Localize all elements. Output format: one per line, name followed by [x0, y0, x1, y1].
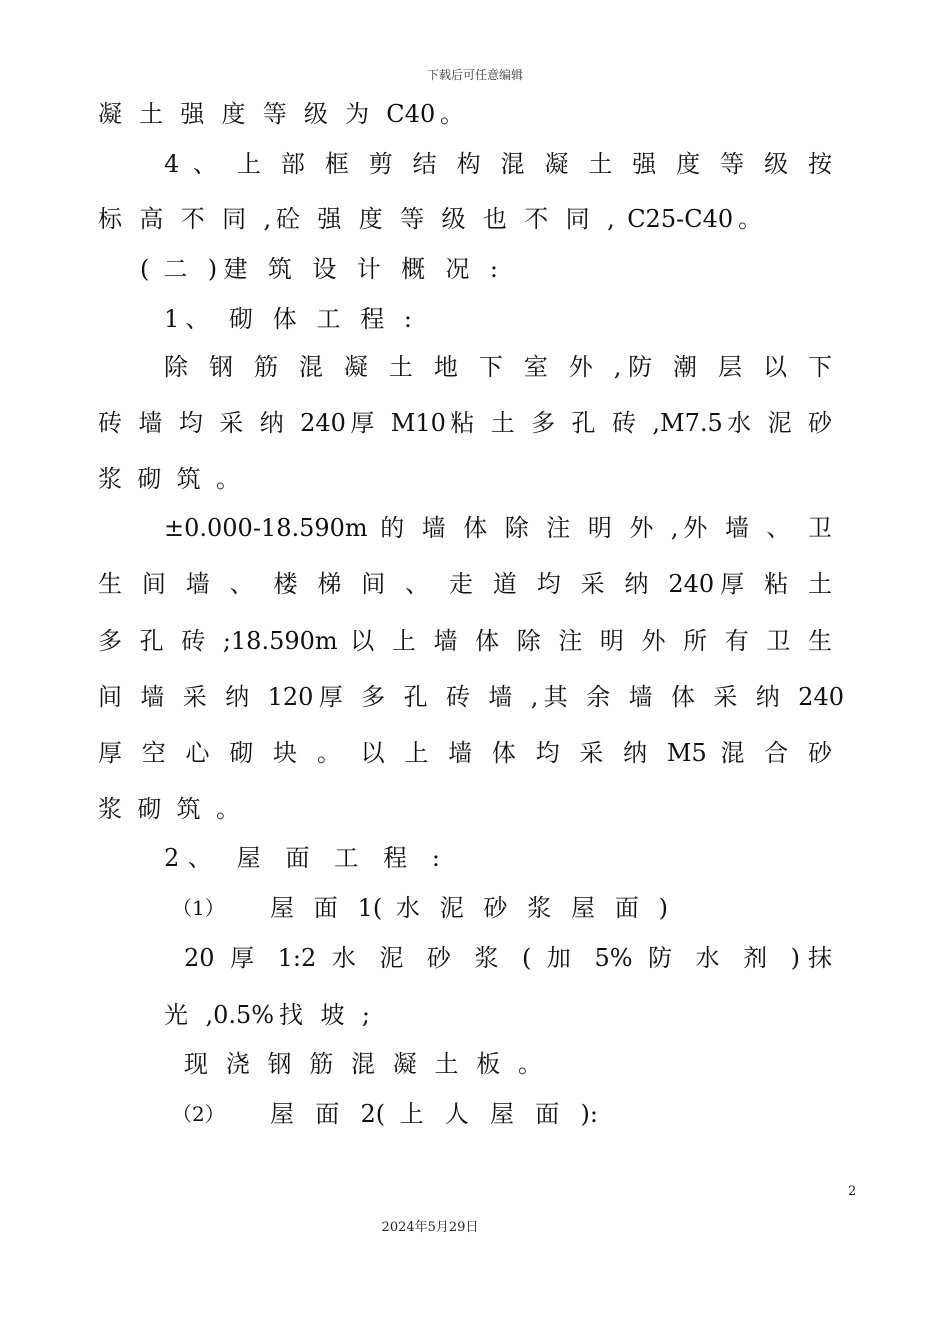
text-line: 20 厚 1:2 水 泥 砂 浆 ( 加 5% 防 水 剂 )抹 — [184, 944, 832, 972]
text-line: 间 墙 采 纳 120厚 多 孔 砖 墙 ,其 余 墙 体 采 纳 240 — [98, 683, 844, 711]
subsection-heading: 1、 砌 体 工 程 : — [164, 305, 412, 333]
page-header: 下载后可任意编辑 — [426, 68, 523, 82]
text-line: 浆 砌 筑 。 — [98, 465, 240, 493]
text-line: 浆 砌 筑 。 — [98, 795, 240, 823]
text-line: 砖 墙 均 采 纳 240厚 M10粘 土 多 孔 砖 ,M7.5水 泥 砂 — [98, 409, 832, 437]
text-line: 屋 面 2( 上 人 屋 面 ): — [270, 1100, 598, 1128]
text-line: 凝 土 强 度 等 级 为 C40。 — [98, 100, 464, 128]
text-line: 屋 面 1( 水 泥 砂 浆 屋 面 ) — [270, 894, 668, 922]
text-line: 除 钢 筋 混 凝 土 地 下 室 外 ,防 潮 层 以 下 — [164, 353, 832, 381]
page-number: 2 — [848, 1184, 857, 1199]
text-line: ±0.000-18.590m 的 墙 体 除 注 明 外 ,外 墙 、 卫 — [164, 514, 832, 542]
subsection-heading: 2、 屋 面 工 程 : — [164, 844, 440, 872]
list-number: （1） — [172, 896, 225, 920]
text-line: 现 浇 钢 筋 混 凝 土 板 。 — [184, 1050, 542, 1078]
section-heading: ( 二 )建 筑 设 计 概 况 : — [140, 255, 498, 283]
text-line: 标 高 不 同 ,砼 强 度 等 级 也 不 同 , C25-C40。 — [98, 205, 762, 233]
list-number: （2） — [172, 1102, 225, 1126]
text-line: 厚 空 心 砌 块 。 以 上 墙 体 均 采 纳 M5 混 合 砂 — [98, 739, 832, 767]
text-line: 多 孔 砖 ;18.590m 以 上 墙 体 除 注 明 外 所 有 卫 生 — [98, 627, 832, 655]
footer-date: 2024年5月29日 — [381, 1220, 479, 1235]
text-line: 生 间 墙 、 楼 梯 间 、 走 道 均 采 纳 240厚 粘 土 — [98, 570, 832, 598]
text-line: 光 ,0.5%找 坡 ; — [164, 1001, 370, 1029]
text-line: 4 、 上 部 框 剪 结 构 混 凝 土 强 度 等 级 按 — [164, 150, 832, 178]
